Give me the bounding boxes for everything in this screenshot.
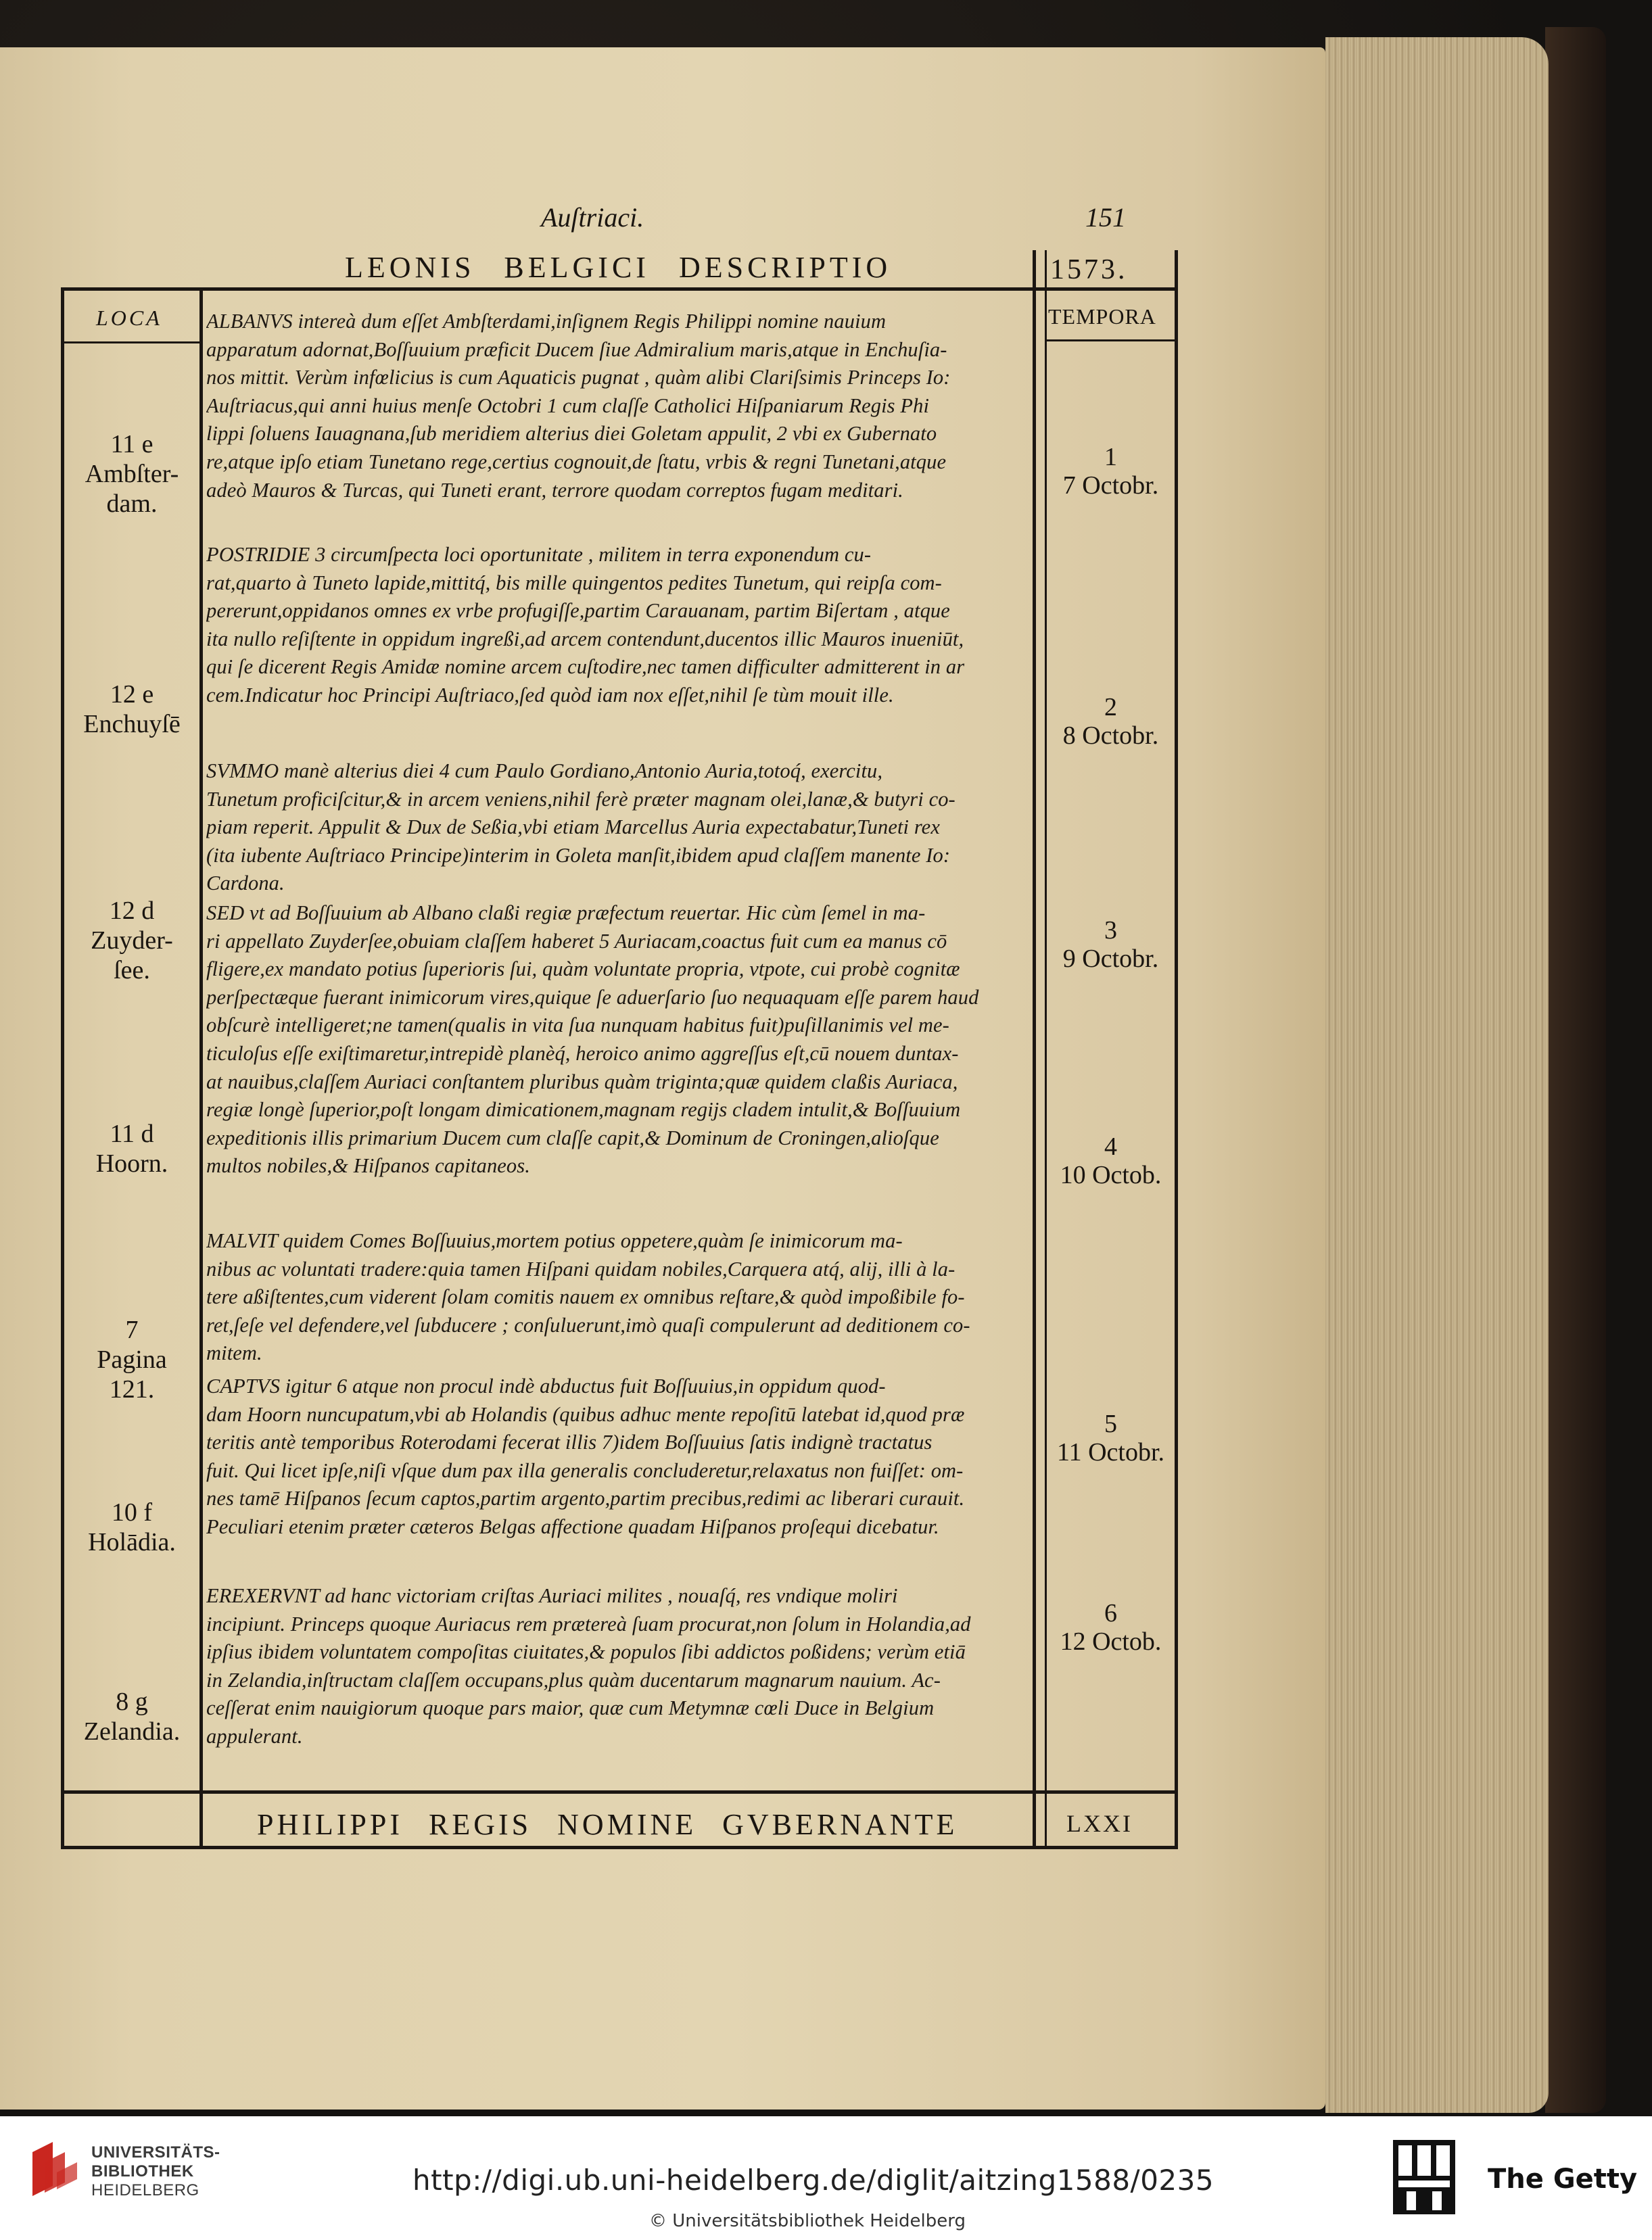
loca-place: dam. bbox=[106, 490, 158, 518]
loca-note bbox=[61, 1119, 203, 1178]
page-number: 151 bbox=[1085, 202, 1126, 233]
text-line: ALBANVS intereà dum eſſet Ambſterdami,inſignem Regis Philippi nomine nauium bbox=[206, 310, 887, 333]
tempora-note bbox=[1045, 916, 1177, 973]
text-line: perſpectæque fuerant inimicorum vires,quique ſe aduerſario ſuo nequaquam eſſe parem haud bbox=[206, 985, 979, 1009]
text-line: SVMMO manè alterius diei 4 cum Paulo Gordiano,Antonio Auria,totoq́, exercitu, bbox=[206, 759, 883, 782]
loca-ref: 11 e bbox=[110, 430, 154, 458]
copyright-notice: © Universitätsbibliothek Heidelberg bbox=[649, 2211, 966, 2231]
text-line: EREXERVNT ad hanc victoriam criſtas Auriaci milites , nouaſq́, res vndique moliri bbox=[206, 1584, 898, 1607]
text-line: lippi ſoluens Iauagnana,ſub meridiem alterius diei Goletam appulit, 2 vbi ex Gubernato bbox=[206, 422, 937, 446]
text-line: nes tamē Hiſpanos ſecum captos,partim argento,partim precibus,redimi ac liberari curauit. bbox=[206, 1487, 965, 1510]
getty-name: The Getty bbox=[1488, 2164, 1638, 2195]
text-line: ri appellato Zuyderſee,obuiam claſſem haberet 5 Auriacam,coactus fuit cum ea manus cō bbox=[206, 929, 947, 953]
text-line: obſcurè intelligeret;ne tamen(qualis in vita ſua nunquam habitus fuit)puſillanimis vel me- bbox=[206, 1014, 949, 1037]
digital-copy-link[interactable]: http://digi.ub.uni-heidelberg.de/diglit/aitzing1588/0235 bbox=[412, 2164, 1214, 2197]
frame-top-rule bbox=[61, 287, 1178, 291]
text-line: incipiunt. Princeps quoque Auriacus rem prætereà ſuam procurat,non ſolum in Holandia,ad bbox=[206, 1612, 971, 1636]
tempora-heading: TEMPORA bbox=[1048, 304, 1156, 329]
text-line: (ita iubente Auſtriaco Principe)interim in Goleta manſit,ibidem apud claſſem manente Io: bbox=[206, 843, 951, 867]
text-line: at nauibus,claſſem Auriaci conſtantem pluribus quàm triginta;quæ quidem claßis Auriaca, bbox=[206, 1070, 958, 1093]
loca-place: Hoorn. bbox=[95, 1149, 168, 1178]
getty-logo-icon bbox=[1393, 2140, 1455, 2214]
tempora-number: 4 bbox=[1104, 1133, 1117, 1161]
text-line: regiæ longè ſuperior,poſt longam dimicationem,magnam regijs cladem intulit,& Boſſuuium bbox=[206, 1098, 961, 1122]
text-line: teritis antè temporibus Roterodami fecerat illis 7)idem Boſſuuius ſatis indignè tractatus bbox=[206, 1431, 933, 1454]
loca-note bbox=[61, 1687, 203, 1746]
book-title: LEONIS BELGICI DESCRIPTIO bbox=[345, 251, 892, 284]
tempora-date: 9 Octobr. bbox=[1062, 945, 1159, 973]
text-line: Tunetum proficiſcitur,& in arcem veniens,nihil ferè præter magnam olei,lanæ,& butyri co- bbox=[206, 787, 955, 811]
text-line: POSTRIDIE 3 circumſpecta loci oportunitate , militem in terra exponendum cu- bbox=[206, 543, 872, 566]
tempora-note bbox=[1045, 1599, 1177, 1656]
library-name-line: BIBLIOTHEK bbox=[91, 2162, 194, 2181]
text-line: Cardona. bbox=[206, 872, 285, 895]
loca-place: Holādia. bbox=[88, 1528, 176, 1556]
tempora-date: 12 Octob. bbox=[1060, 1627, 1162, 1656]
running-head: Auſtriaci. bbox=[541, 202, 644, 233]
loca-note bbox=[61, 429, 203, 519]
text-line: piam reperit. Appulit & Dux de Seßia,vbi etiam Marcellus Auria expectabatur,Tuneti rex bbox=[206, 815, 940, 839]
text-line: apparatum adornat,Boſſuuium præficit Ducem ſiue Admiralium maris,atque in Enchuſia- bbox=[206, 337, 947, 361]
text-line: mitem. bbox=[206, 1341, 262, 1365]
text-line: Peculiari etenim præter cæteros Belgas affectione quadam Hiſpanos proſequi dicebatur. bbox=[206, 1515, 939, 1538]
text-line: SED vt ad Boſſuuium ab Albano claßi regiæ præfectum reuertar. Hic cùm ſemel in ma- bbox=[206, 901, 926, 924]
loca-place: ſee. bbox=[114, 956, 150, 984]
footer-title: PHILIPPI REGIS NOMINE GVBERNANTE bbox=[257, 1808, 958, 1841]
loca-heading: LOCA bbox=[96, 306, 162, 330]
loca-note bbox=[61, 1498, 203, 1557]
tempora-date: 11 Octobr. bbox=[1056, 1438, 1164, 1467]
tempora-column-rule bbox=[1033, 250, 1036, 1849]
tempora-note bbox=[1045, 693, 1177, 750]
paragraph-sed bbox=[206, 899, 1021, 1181]
text-line: tere aßiſtentes,cum viderent ſolam comitis nauem ex omnibus reſtare,& quòd impoßibile fo- bbox=[206, 1285, 965, 1309]
paragraph-summo bbox=[206, 757, 1021, 898]
text-line: adeò Mauros & Turcas, qui Tuneti erant, terrore quodam correptos fugam meditari. bbox=[206, 478, 903, 502]
book-cover bbox=[1545, 27, 1606, 2113]
page-edges bbox=[1325, 37, 1549, 2113]
loca-place: Pagina bbox=[97, 1345, 167, 1374]
text-line: fligere,ex mandato potius ſuperioris ſui, quàm voluntate propria, vtpote, cui probè cognitæ bbox=[206, 957, 960, 981]
text-line: multos nobiles,& Hiſpanos capitaneos. bbox=[206, 1154, 530, 1178]
loca-ref: 12 e bbox=[110, 680, 154, 709]
loca-underline bbox=[61, 341, 199, 343]
text-line: rat,quarto à Tuneto lapide,mittitq́, bis mille quingentos pedites Tunetum, qui reipſa com- bbox=[206, 571, 942, 594]
text-line: nibus ac voluntati tradere:quia tamen Hiſpani quidam nobiles,Carquera atq́, alij, illi à la- bbox=[206, 1257, 955, 1281]
text-line: fuit. Qui licet ipſe,niſi vſque dum pax illa generalis concluderetur,relaxatus non fuiſſet: om- bbox=[206, 1458, 964, 1482]
tempora-number: 6 bbox=[1104, 1599, 1117, 1627]
paragraph-captvs bbox=[206, 1373, 1021, 1542]
loca-place: Zuyder- bbox=[91, 926, 173, 955]
library-name-line: HEIDELBERG bbox=[91, 2181, 199, 2199]
text-line: dam Hoorn nuncupatum,vbi ab Holandis (quibus adhuc mente repoſitū latebat id,quod præ bbox=[206, 1402, 965, 1426]
paragraph-erexervnt bbox=[206, 1582, 1021, 1751]
loca-ref: 12 d bbox=[109, 897, 155, 925]
tempora-date: 10 Octob. bbox=[1060, 1161, 1162, 1189]
loca-place: Ambſter- bbox=[85, 460, 179, 488]
loca-ref: 10 f bbox=[111, 1498, 153, 1527]
text-line: qui ſe dicerent Regis Amidæ nomine arcem cuſtodire,nec tamen difficulter admitterent in ar bbox=[206, 655, 965, 679]
text-line: cem.Indicatur hoc Principi Auſtriaco,ſed quòd iam nox eſſet,nihil ſe tùm mouit ille. bbox=[206, 683, 894, 707]
text-line: ita nullo reſiſtente in oppidum ingreßi,ad arcem contendunt,ducentos illic Mauros inueniūt, bbox=[206, 627, 964, 650]
loca-note bbox=[61, 1315, 203, 1404]
frame-footer-rule bbox=[61, 1846, 1178, 1849]
tempora-number: 3 bbox=[1104, 916, 1117, 945]
credits-bar bbox=[0, 2116, 1652, 2240]
loca-column-rule bbox=[199, 287, 203, 1849]
text-line: Auſtriacus,qui anni huius menſe Octobri 1 cum claſſe Catholici Hiſpaniarum Regis Phi bbox=[206, 394, 930, 417]
tempora-underline bbox=[1045, 339, 1178, 341]
text-line: ret,ſeſe vel defendere,vel ſubducere ; conſuluerunt,imò quaſi compulerunt ad deditionem co- bbox=[206, 1313, 970, 1337]
text-line: re,atque ipſo etiam Tunetano rege,certius cognouit,de ſtatu, vrbis & regni Tunetani,atque bbox=[206, 450, 947, 473]
loca-place: Enchuyſē bbox=[83, 710, 181, 738]
text-line: ipſius ibidem voluntatem compoſitas ciuitates,& populos ſibi addictos poßidens; verùm etiā bbox=[206, 1640, 966, 1664]
text-line: MALVIT quidem Comes Boſſuuius,mortem potius oppetere,quàm ſe inimicorum ma- bbox=[206, 1229, 903, 1252]
tempora-date: 7 Octobr. bbox=[1062, 471, 1159, 500]
university-library-logo-icon bbox=[26, 2139, 80, 2199]
tempora-number: 1 bbox=[1104, 443, 1117, 471]
loca-place: 121. bbox=[109, 1375, 155, 1404]
tempora-note bbox=[1045, 1133, 1177, 1189]
text-line: pererunt,oppidanos omnes ex vrbe profugiſſe,partim Carauanam, partim Biſertam , atque bbox=[206, 599, 950, 623]
tempora-number: 2 bbox=[1104, 693, 1117, 721]
paragraph-postridie bbox=[206, 541, 1021, 710]
loca-place: Zelandia. bbox=[83, 1717, 181, 1746]
paragraph-albanus bbox=[206, 308, 1021, 504]
tempora-note bbox=[1045, 443, 1177, 500]
text-line: appulerant. bbox=[206, 1724, 303, 1748]
book-page bbox=[0, 47, 1325, 2110]
tempora-note bbox=[1045, 1410, 1177, 1467]
library-name-line: UNIVERSITÄTS- bbox=[91, 2143, 220, 2162]
loca-note bbox=[61, 680, 203, 739]
text-line: CAPTVS igitur 6 atque non procul indè abductus fuit Boſſuuius,in oppidum quod- bbox=[206, 1375, 886, 1398]
tempora-number: 5 bbox=[1104, 1410, 1117, 1438]
frame-bottom-rule bbox=[61, 1790, 1178, 1794]
text-line: ticuloſus eſſe exiſtimaretur,intrepidè planèq́, heroico animo aggreſſus eſt,cū nouem duntax- bbox=[206, 1041, 959, 1065]
text-line: in Zelandia,inſtructam claſſem occupans,plus quàm ducentarum magnarum nauium. Ac- bbox=[206, 1668, 941, 1692]
text-line: expeditionis illis primarium Ducem cum claſſe capit,& Dominum de Croningen,alioſque bbox=[206, 1126, 939, 1149]
text-line: nos mittit. Verùm infœlicius is cum Aquaticis pugnat , quàm alibi Clariſsimis Princeps Io: bbox=[206, 366, 951, 389]
footer-folio: LXXI bbox=[1066, 1810, 1133, 1837]
university-library-name bbox=[91, 2143, 220, 2200]
loca-ref: 7 bbox=[125, 1316, 139, 1344]
tempora-date: 8 Octobr. bbox=[1062, 721, 1159, 750]
loca-note bbox=[61, 896, 203, 985]
frame-left-rule bbox=[61, 287, 64, 1849]
paragraph-malvit bbox=[206, 1227, 1021, 1368]
text-line: ceſſerat enim nauigiorum quoque pars maior, quæ cum Metymnæ cœli Duce in Belgium bbox=[206, 1696, 935, 1720]
year-heading: 1573. bbox=[1050, 254, 1128, 285]
loca-ref: 8 g bbox=[116, 1688, 148, 1716]
loca-ref: 11 d bbox=[110, 1120, 154, 1148]
